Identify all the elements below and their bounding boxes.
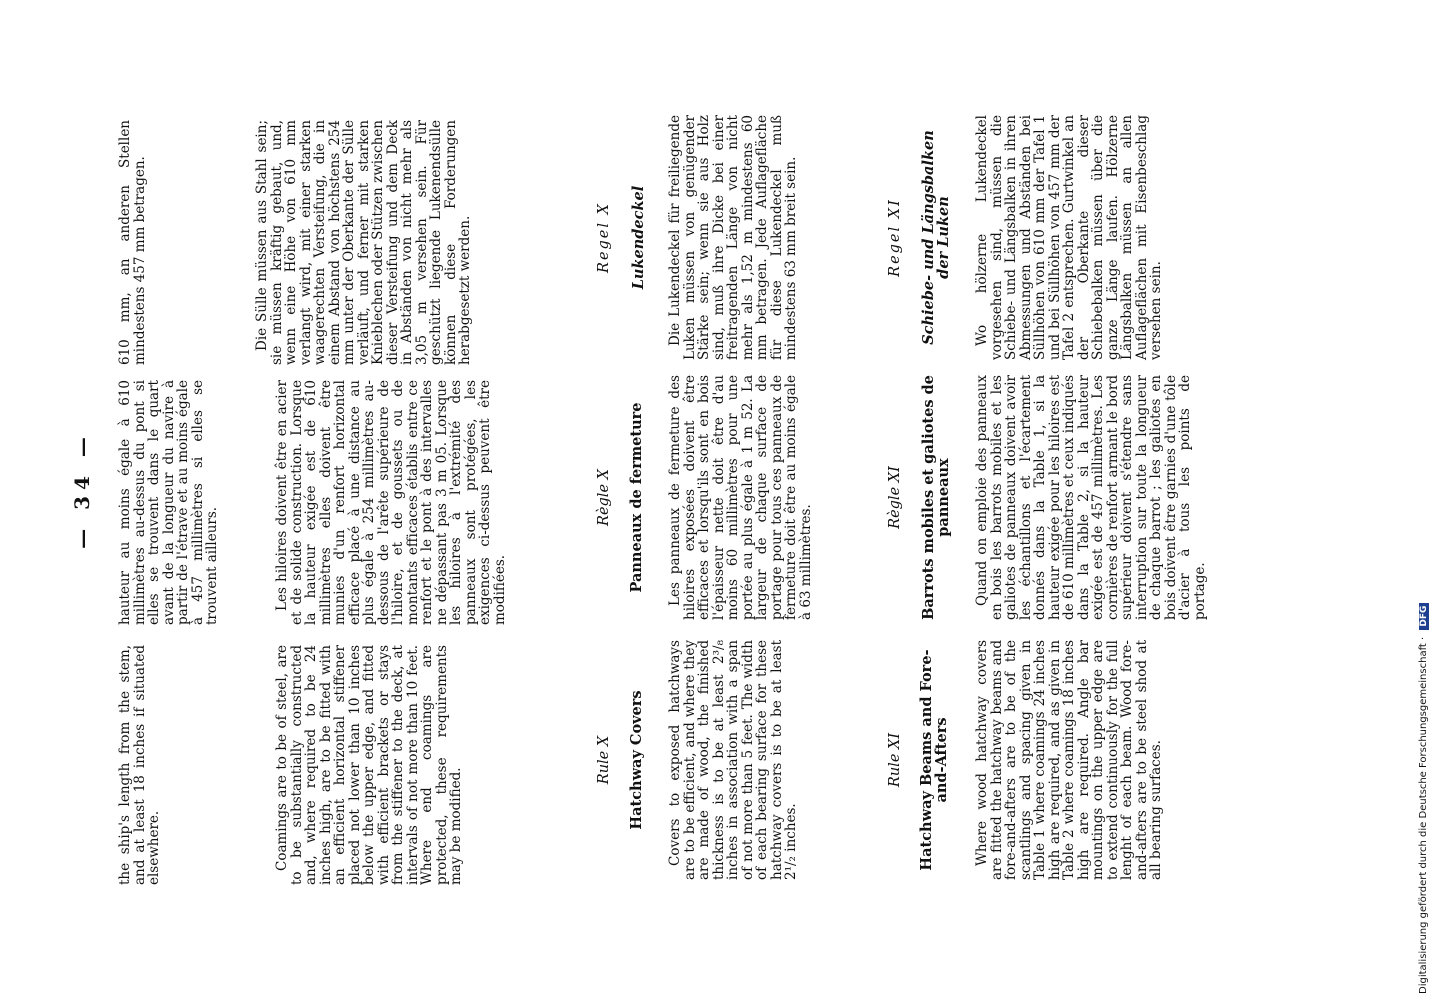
french-regle-x-title: Panneaux de fermeture — [628, 402, 645, 593]
french-regle-xi-label: Règle XI — [887, 466, 903, 529]
german-suelle-paragraph: Die Süllе müssen aus Stahl sein; sie müssen kräftig gebaut, und, wenn eine Höhe von 610 mm verlangt wird, mit einer starken waagerechten Versteifung, die in einem Abstand von höchstens 254 mm unter der Oberkante der Sülle verläuft, und ferner mit starken Knieblechen oder Stützen zwischen dieser Versteifung und dem Deck in Abständen von nicht mehr als 3,05 m versehen sein. Für geschützt liegende Lukenendsülle können diese Forderungen herabgesetzt werden. — [254, 120, 473, 365]
english-continuation: the ship's length from the stem, and at least 18 inches if situated elsewhere. — [117, 645, 162, 885]
french-regle-xi-title: Barrots mobiles et galiotes de panneaux — [920, 375, 952, 620]
german-regel-x-column — [668, 115, 799, 360]
french-regle-xi-paragraph: Quand on emploie des panneaux en bois les barrots mobiles et les galiotes de panneaux doivent avoir les échantillons et l'écartement donnés dans la Table 1, si la hauteur exigée pour les hiloires est de 610 millimètres et ceux indiqués dans la Table 2, si la hauteur exigée est de 457 millimètres. Les cornières de renfort armant le bord supérieur doivent s'étendre sans interruption sur toute la longueur de chaque barrot ; les galiotes en bois doivent être garnies d'une tôle d'acier à tous les points de portage. — [974, 374, 1208, 620]
english-rule-x-paragraph: Covers to exposed hatchways are to be efficient, and where they are made of wood, the finished thickness is to be at least 2³/₈ inches in association with a span of not more than 5 feet. The width of each bearing surface for these hatchway covers is to be at least 2¹/₂ inches. — [667, 640, 799, 880]
english-rule-xi-paragraph: Where wood hatchway covers are fitted the hatchway beams and fore-and-afters are to be of the scantlings and spacing given in Table 1 where coamings 24 inches high are required, and as given in Table 2 where coamings 18 inches high are required. Angle bar mountings on the upper edge are to extend continuously for the full lenght of each beam. Wood fore-and-afters are to be steel shod at all bearing surfaces. — [974, 640, 1164, 880]
english-rule-x-title: Hatchway Covers — [628, 690, 645, 830]
german-regel-x-title: Lukendeckel — [630, 185, 647, 290]
english-coamings-paragraph: Coamings are to be of steel, are to be substantially constructed and, where required to be 24 inches high, are to be fitted with an efficient horizontal stiffener placed not lower than 10 inches below the upper edge, and fitted with efficient brackets or stays from the stiffener to the deck, at intervals of not more than 10 feet. Where end coamings are protected, these requirements may be modified. — [274, 645, 464, 885]
german-continuation: 610 mm, an anderen Stellen mindestens 457 mm betragen. — [117, 120, 148, 365]
german-regel-xi-title: Schiebe- und Längsbalken der Luken — [920, 130, 952, 345]
german-intro-column — [118, 120, 147, 365]
german-suelle-column — [255, 120, 473, 365]
english-rule-xi-label: Rule XI — [887, 732, 903, 788]
digitization-credit — [1418, 4, 1429, 994]
english-rule-xi-column — [975, 640, 1164, 880]
english-rule-xi-title: Hatchway Beams and Fore-and-Afters — [918, 649, 950, 871]
german-regel-xi-paragraph: Wo hölzerne Lukendeckel vorgesehen sind, müssen die Schiebe- und Längsbalken in ihren Abmessungen und Abständen bei Süllhöhen von 610 mm der Tafel 1 und bei Süllhöhen von 457 mm der Tafel 2 entsprechen. Gurtwinkel an der Oberkante dieser Schiebebalken müssen über die ganze Länge laufen. Hölzerne Längsbalken müssen an allen Auflageflächen mit Eisenbeschlag versehen sein. — [974, 115, 1164, 360]
german-regel-x-label: Regel X — [596, 202, 612, 273]
french-continuation: hauteur au moins égale à 610 millimètres au-dessus du pont si elles se trouvent dans le quart avant de la longueur du navire à partir de l'étrave et au moins égale à 457 millimètres si elles se trouvent ailleurs. — [117, 380, 220, 625]
french-regle-x-paragraph: Les panneaux de fermeture des hiloires exposées doivent être efficaces et lorsqu'ils sont en bois l'épaisseur nette doit être d'au moins 60 millimètres pour une portée au plus égale à 1 m 52. La largeur de chaque surface de portage pour tous ces panneaux de fermeture doit être au moins égale à 63 millimètres. — [667, 375, 814, 620]
german-regel-x-paragraph: Die Lukendeckel für freiliegende Luken müssen von genügender Stärke sein; wenn sie aus Holz sind, muß ihre Dicke bei einer freitragenden Länge von nicht mehr als 1,52 m mindestens 60 mm betragen. Jede Auflagefläche für diese Lukendeckel muß mindestens 63 mm breit sein. — [667, 115, 799, 360]
french-regle-x-column — [668, 375, 813, 620]
french-regle-xi-column — [975, 375, 1207, 620]
dfg-logo: DFG — [1419, 603, 1429, 630]
french-hiloires-column — [275, 380, 507, 625]
english-rule-x-column — [668, 640, 799, 880]
french-intro-column — [118, 380, 220, 625]
german-regel-xi-column — [975, 115, 1164, 360]
english-intro-column — [118, 645, 162, 885]
french-hiloires-paragraph: Les hiloires doivent être en acier et de solide construction. Lorsque la hauteur exigée est de 610 millimètres elles doivent être munies d'un renfort horizontal efficace placé à une distance au plus égale à 254 millimètres au-dessous de l'arête supérieure de l'hiloire, et de goussets ou de montants efficaces établis entre ce renfort et le pont à des intervalles ne dépassant pas 3 m 05. Lorsque les hiloires à l'extrémité des panneaux sont protégées, les exigences ci-dessus peuvent être modifiées. — [274, 380, 508, 625]
english-coamings-column — [275, 645, 464, 885]
page-number: — 34 — — [70, 431, 94, 549]
credit-text: Digitalisierung gefördert durch die Deutsche Forschungsgemeinschaft · — [1418, 636, 1429, 994]
english-rule-x-label: Rule X — [596, 735, 612, 785]
french-regle-x-label: Règle X — [596, 469, 612, 526]
german-regel-xi-label: Regel XI — [887, 198, 903, 277]
